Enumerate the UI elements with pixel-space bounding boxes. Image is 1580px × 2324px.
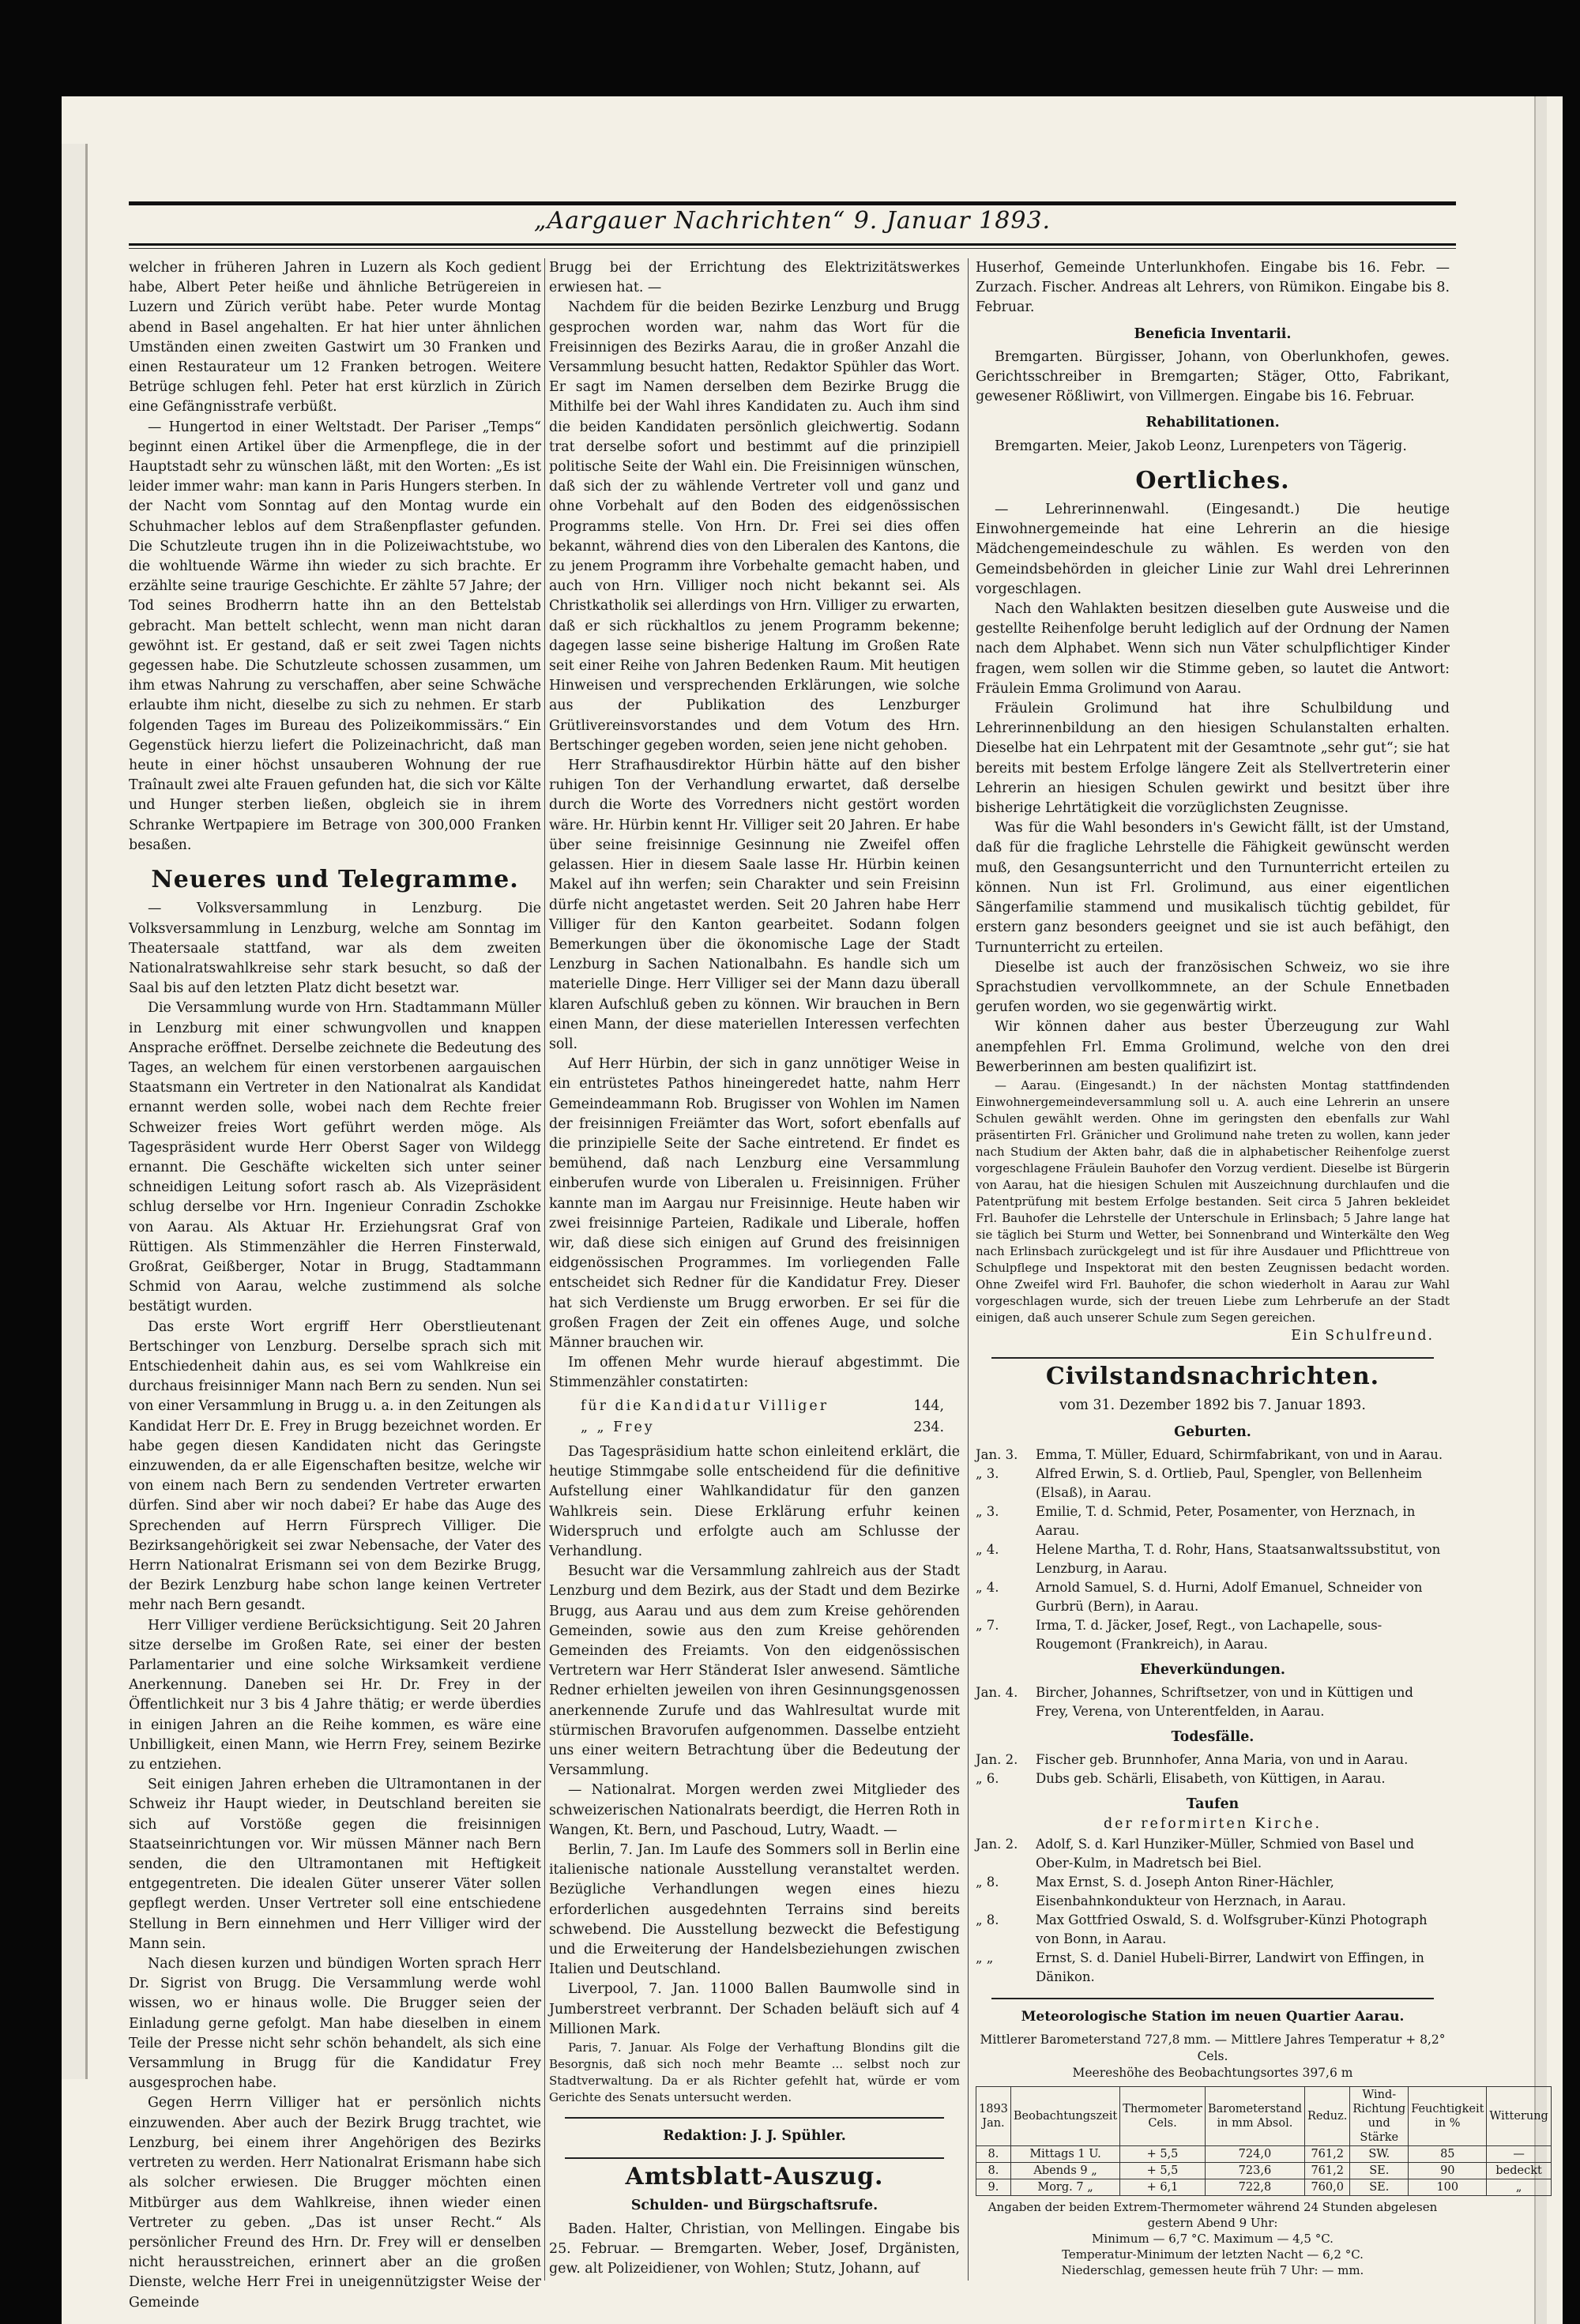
separator-rule (565, 2157, 944, 2159)
subsection-title: Beneficia Inventarii. (1134, 325, 1292, 342)
entry-text: Alfred Erwin, S. d. Ortlieb, Paul, Spengler, von Bellenheim (Elsaß), in Aarau. (1036, 1465, 1423, 1500)
entry-date: „ 6. (976, 1771, 999, 1787)
table-cell: 90 (1409, 2162, 1487, 2179)
subsection-title: Eheverkündungen. (1139, 1661, 1285, 1678)
entry-text: Bircher, Johannes, Schriftsetzer, von und in Küttigen und Frey, Verena, von Unterentfelden, in Aarau. (1036, 1684, 1413, 1719)
entry-date: Jan. 4. (976, 1684, 1018, 1700)
article-paragraph: Das erste Wort ergriff Herr Oberstlieutenant Bertschinger von Lenzburg. Derselbe sprach sich mit Entschiedenheit dahin aus, es sei vom Wahlkreise ein durchaus freisinniger Mann nach Bern zu senden. Nun sei von einer Versammlung in Brugg u. a. in den Zeitungen als Kandidat Herr Dr. E. Frey in Brugg bezeichnet worden. Er habe gegen diesen Kandidaten nicht das Geringste einzuwenden, da er alle Eigenschaften besitze, welche wir von einem nach Bern zu sendenden Vertreter erwarten dürfen. Sind aber wir noch dabei? Er habe das Auge des Sprechenden auf Herrn Fürsprech Villiger. Die Bezirksangehörigkeit sei zwar Nebensache, der Vater des Herrn Nationalrat Erismann sei von dem Bezirke Brugg, der Bezirk Lenzburg habe schon lange keinen Vertreter mehr nach Bern gesandt. (129, 1318, 541, 1614)
vote-count: 144, (913, 1397, 944, 1414)
column-header: Beobachtungszeit (1010, 2086, 1119, 2145)
table-cell: 761,2 (1305, 2162, 1350, 2179)
table-cell: 8. (976, 2145, 1011, 2162)
entry-text: Max Ernst, S. d. Joseph Anton Riner-Hächler, Eisenbahnkondukteur von Herznach, in Aarau. (1036, 1874, 1346, 1908)
article-paragraph: Die Versammlung wurde von Hrn. Stadtammann Müller in Lenzburg mit einer schwungvollen und knappen Ansprache eröffnet. Derselbe zeichnete die Bedeutung des Tages, an welchem für einen verstorbenen aargauischen Staatsmann ein Vertreter in den Nationalrat als Kandidat ernannt werden solle, wobei nach dem Rechte freier Schweizer freies Wort geführt werden möge. Als Tagespräsident wurde Herr Oberst Sager von Wildegg ernannt. Die Geschäfte wickelten sich unter seiner schneidigen Leitung sofort rasch ab. Als Vizepräsident schlug derselbe vor Hrn. Ingenieur Conradin Zschokke von Aarau. Als Aktuar Hr. Erziehungsrat Graf von Rüttigen. Als Stimmenzähler die Herren Finsterwald, Großrat, Geißberger, Notar in Brugg, Stadtammann Schmid von Aarau, welche zustimmend als solche bestätigt wurden. (129, 1000, 541, 1315)
section-title: Amtsblatt-Auszug. (625, 2163, 884, 2191)
table-cell: 724,0 (1205, 2145, 1304, 2162)
vote-label: „ „ Frey (581, 1419, 655, 1435)
article-paragraph: Besucht war die Versammlung zahlreich aus der Stadt Lenzburg und dem Bezirk, aus der Stadt und dem Bezirke Brugg, aus Aarau und aus dem zum Kreise gehörenden Gemeinden, sowie aus den zum Kreise gehörenden Gemeinden des Freiamts. Von den eidgenössischen Vertretern war Herr Ständerat Isler anwesend. Sämtliche Redner erhielten jeweilen von ihren Gesinnungsgenossen anerkennende Zurufe und das Wahlresultat wurde mit stürmischen Bravorufen aufgenommen. Dasselbe entzieht uns einer weitern Betrachtung über die Bedeutung der Versammlung. (549, 1563, 960, 1779)
article-paragraph: Seit einigen Jahren erheben die Ultramontanen in der Schweiz ihr Haupt wieder, in Deutschland bereiten sie sich auf Vorstöße gegen die freisinnigen Staatseinrichtungen vor. Wir müssen Männer nach Bern senden, die den Ultramontanen mit Heftigkeit entgegentreten. Die idealen Güter unserer Väter sollen gepflegt werden. Unser Vertreter soll eine entschiedene Stellung in Bern einnehmen und Herr Villiger wird der Mann sein. (129, 1777, 541, 1952)
article-paragraph: Herr Strafhausdirektor Hürbin hätte auf den bisher ruhigen Ton der Verhandlung erwartet, daß derselbe durch die Worte des Vorredners nicht gestört worden wäre. Hr. Hürbin kennt Hr. Villiger seit 20 Jahren. Er habe über seine freisinnige Gesinnung nie Zweifel offen gelassen. Hier in diesem Saale lasse Hr. Hürbin keinen Makel auf ihn werfen; sein Charakter und sein Freisinn dürfe nicht angetastet werden. Seit 20 Jahren habe Herr Villiger für den Kanton gearbeitet. Sodann folgen Bemerkungen über die ökonomische Lage der Stadt Lenzburg in Sachen Nationalbahn. Es handle sich um materielle Dinge. Herr Villiger sei der Mann dazu überall klaren Aufschluß geben zu können. Wir brauchen in Bern einen Mann, der diese materiellen Interessen verfechten soll. (549, 758, 960, 1052)
article-paragraph: Liverpool, 7. Jan. 11000 Ballen Baumwolle sind in Jumberstreet verbrannt. Der Schaden beläuft sich auf 4 Millionen Mark. (549, 1981, 960, 2037)
vote-result (549, 1416, 960, 1442)
column-header: Reduz. (1305, 2086, 1350, 2145)
meteo-note: Minimum — 6,7 °C. Maximum — 4,5 °C. (1092, 2231, 1334, 2246)
entry-date: „ 4. (976, 1579, 999, 1595)
list-item (976, 1769, 1450, 1788)
article-paragraph: — Lehrerinnenwahl. (Eingesandt.) Die heutige Einwohnergemeinde hat eine Lehrerin an die hiesige Mädchengemeindeschule zu wählen. Es werden von den Gemeindsbehörden in gleicher Linie zur Wahl drei Lehrerinnen vorgeschlagen. (976, 502, 1450, 597)
article-paragraph: Nachdem für die beiden Bezirke Lenzburg und Brugg gesprochen worden war, nahm das Wort für die Freisinnigen des Bezirks Aarau, die in großer Anzahl die Versammlung besucht hatten, Redaktor Spühler das Wort. Er sagt im Namen derselben dem Bezirke Brugg die Mithilfe bei der Wahl ihres Kandidaten zu. Auch ihm sind die beiden Kandidaten persönlich gleichwertig. Sodann trat derselbe sofort und bestimmt auf die prinzipiell politische Seite der Wahl ein. Die Freisinnigen wünschen, daß sich der zu wählende Vertreter voll und ganz und ohne Vorbehalt auf den Boden des eidgenössischen Programms stelle. Von Hrn. Dr. Frei sei dies offen bekannt, während dies von den Liberalen des Kantons, die zu jenem Programm ihre Vorbehalte gemacht haben, und auch von Hrn. Villiger noch nicht bekannt sei. Als Christkatholik sei allerdings von Hrn. Villiger zu erwarten, daß er sich rückhaltlos zu jenem Programm bekenne; dagegen lasse seine bisherige Haltung im Großen Rate seit einer Reihe von Jahren Bedenken Raum. Mit heutigen Hinweisen und versprechenden Erklärungen, wie solche aus der Publikation des Lenzburger Grütlivereinsvorstandes und dem Votum des Hrn. Bertschinger gegeben worden, seien jene nicht gehoben. (549, 299, 960, 754)
subsection-subtitle: der reformirten Kirche. (1103, 1816, 1322, 1833)
column-header: Witterung (1487, 2086, 1551, 2145)
article-paragraph: Huserhof, Gemeinde Unterlunkhofen. Eingabe bis 16. Febr. — Zurzach. Fischer. Andreas alt Lehrers, von Rümikon. Eingabe bis 8. Februar. (976, 260, 1450, 316)
article-paragraph: Berlin, 7. Jan. Im Laufe des Sommers soll in Berlin eine italienische nationale Ausstellung veranstaltet werden. Bezügliche Verhandlungen wegen eines hiezu erforderlichen ausgedehnten Terrains sind bereits schwebend. Die Ausstellung bezweckt die Befestigung und die Erweiterung der Handelsbeziehungen zwischen Italien und Deutschland. (549, 1842, 960, 1978)
list-item (976, 1911, 1450, 1949)
civil-period: vom 31. Dezember 1892 bis 7. Januar 1893. (1059, 1397, 1366, 1414)
page-header: „Aargauer Nachrichten“ 9. Januar 1893. (533, 207, 1051, 235)
subsection-title: Schulden- und Bürgschaftsrufe. (630, 2198, 878, 2214)
separator-rule (565, 2117, 944, 2119)
article-paragraph: Dieselbe ist auch der französischen Schweiz, wo sie ihre Sprachstudien vervollkommnete, an der Schule Ennetbaden gerufen worden, wo sie gegenwärtig wirkt. (976, 959, 1450, 1016)
table-cell: SE. (1350, 2179, 1409, 2195)
list-item (976, 1502, 1450, 1540)
table-cell: 85 (1409, 2145, 1487, 2162)
table-cell: + 5,5 (1120, 2145, 1206, 2162)
subsection-title: Rehabilitationen. (1146, 415, 1280, 431)
article-paragraph: Nach den Wahlakten besitzen dieselben gute Ausweise und die gestellte Reihenfolge beruht lediglich auf der Ordnung der Namen nach dem Alphabet. Wenn sich nun Väter schulpflichtiger Kinder fragen, wem sollen wir die Stimme geben, so lautet die Antwort: Fräulein Emma Grolimund von Aarau. (976, 601, 1450, 697)
column-header: Feuchtigkeit in % (1409, 2086, 1487, 2145)
article-paragraph: Baden. Halter, Christian, von Mellingen. Eingabe bis 25. Februar. — Bremgarten. Weber, Josef, Drgänisten, gew. alt Polizeidiener, von Wohlen; Stutz, Johann, auf (549, 2221, 960, 2277)
table-cell: 100 (1409, 2179, 1487, 2195)
vote-result (549, 1393, 960, 1416)
section-title: Oertliches. (1135, 466, 1290, 495)
signature: Ein Schulfreund. (1291, 1327, 1434, 1344)
entry-text: Helene Martha, T. d. Rohr, Hans, Staatsanwaltssubstitut, von Lenzburg, in Aarau. (1036, 1541, 1441, 1576)
table-cell: bedeckt (1487, 2162, 1551, 2179)
list-item (976, 1683, 1450, 1721)
article-paragraph: welcher in früheren Jahren in Luzern als Koch gedient habe, Albert Peter heiße und ähnliche Betrügereien in Luzern und Zürich verübt habe. Peter wurde Montag abend in Basel angehalten. Er hat hier unter ähnlichen Umständen einen zweiten Gastwirt um 30 Franken und einen Restaurateur um 12 Franken betrogen. Weitere Betrüge schlugen fehl. Peter hat erst kürzlich in Zürich eine Gefängnisstrafe verbüßt. (129, 260, 541, 416)
subsection-title: Todesfälle. (1171, 1728, 1255, 1745)
article-paragraph: Wir können daher aus bester Überzeugung zur Wahl anempfehlen Frl. Emma Grolimund, welche von den drei Bewerberinnen am besten qualifizirt ist. (976, 1019, 1450, 1075)
vote-count: 234. (913, 1419, 944, 1435)
article-paragraph: Gegen Herrn Villiger hat er persönlich nichts einzuwenden. Aber auch der Bezirk Brugg trachtet, wie Lenzburg, bei einem ihrer Angehörigen des Bezirks vertreten zu werden. Herr Nationalrat Erismann habe sich als solcher erwiesen. Die Brugger möchten einen Mitbürger aus dem Wahlkreise, ihnen wieder einen Vertreter zu geben. „Das ist unser Recht.“ Als persönlicher Freund des Hrn. Dr. Frey will er denselben nicht herausstreichen, erinnert aber an die großen Dienste, welche Herr Frei in uneigennützigster Weise der Gemeinde (129, 2095, 541, 2311)
column-3 (976, 258, 1548, 2278)
redaktion-line: Redaktion: J. J. Spühler. (663, 2128, 846, 2145)
section-title: Neueres und Telegramme. (151, 866, 519, 894)
list-item (976, 1835, 1450, 1873)
geburten-list (976, 1446, 1450, 1654)
subsection-title: Geburten. (1174, 1423, 1251, 1440)
article-paragraph: Fräulein Grolimund hat ihre Schulbildung und Lehrerinnenbildung an den hiesigen Schulanstalten erhalten. Dieselbe hat ein Lehrpatent mit der Gesamtnote „sehr gut“; sie hat bereits mit bestem Erfolge längere Zeit als Stellvertreterin einer Lehrerin an hiesigen Schulen gewirkt und besitzt über ihre bisherige Lehrtätigkeit die vorzüglichsten Zeugnisse. (976, 701, 1450, 817)
table-cell: „ (1487, 2179, 1551, 2195)
table-cell: Abends 9 „ (1010, 2162, 1119, 2179)
article-paragraph: Das Tagespräsidium hatte schon einleitend erklärt, die heutige Stimmgabe solle entscheidend für die definitive Aufstellung einer Wahlkandidatur für den ganzen Wahlkreis sein. Diese Erklärung erfuhr keinen Widerspruch und erfolgte auch am Schlusse der Verhandlung. (549, 1443, 960, 1559)
entry-date: „ „ (976, 1950, 994, 1965)
header-rule-top (129, 201, 1456, 205)
list-item (976, 1949, 1450, 1987)
meteo-note: Niederschlag, gemessen heute früh 7 Uhr: — mm. (1061, 2262, 1364, 2277)
article-paragraph: Im offenen Mehr wurde hierauf abgestimmt. Die Stimmenzähler constatirten: (549, 1355, 960, 1391)
list-item (976, 1446, 1450, 1465)
article-paragraph: Was für die Wahl besonders in's Gewicht fällt, ist der Umstand, daß für die fragliche Lehrstelle die Fähigkeit gewünscht werden muß, den Gesangsunterricht und den Turnunterricht erteilen zu können. Nun ist Frl. Grolimund, aus einer eigentlichen Sängerfamilie stammend und musikalisch tüchtig gebildet, für erstern ganz besonders geeignet und sie ist auch befähigt, den Turnunterricht zu erteilen. (976, 820, 1450, 956)
entry-text: Emma, T. Müller, Eduard, Schirmfabrikant, von und in Aarau. (1036, 1446, 1443, 1462)
entry-text: Adolf, S. d. Karl Hunziker-Müller, Schmied von Basel und Ober-Kulm, in Madretsch bei Biel. (1036, 1836, 1415, 1871)
meteo-line: Meereshöhe des Beobachtungsortes 397,6 m (1072, 2065, 1353, 2080)
entry-date: „ 3. (976, 1465, 999, 1481)
meteo-line: Mittlerer Barometerstand 727,8 mm. — Mittlere Jahres Temperatur + 8,2° Cels. (980, 2032, 1446, 2063)
list-item (976, 1616, 1450, 1654)
separator-rule (991, 1357, 1434, 1359)
table-row (976, 2162, 1552, 2179)
column-header: Barometerstand in mm Absol. (1205, 2086, 1304, 2145)
entry-date: „ 8. (976, 1874, 999, 1890)
meteo-title: Meteorologische Station im neuen Quartier Aarau. (1021, 2008, 1405, 2025)
column-header: Wind-Richtung und Stärke (1350, 2086, 1409, 2145)
list-item (976, 1540, 1450, 1578)
entry-text: Arnold Samuel, S. d. Hurni, Adolf Emanuel, Schneider von Gurbrü (Bern), in Aarau. (1036, 1579, 1423, 1614)
article-paragraph: Auf Herr Hürbin, der sich in ganz unnötiger Weise in ein entrüstetes Pathos hineingeredet hatte, nahm Herr Gemeindeammann Rob. Brugisser von Wohlen im Namen der freisinnigen Freiämter das Wort, sofort ebenfalls auf die prinzipielle Seite der Sache eintretend. Er findet es bemühend, daß nach Lenzburg eine Versammlung einberufen wurde von Liberalen u. Freisinnigen. Früher kannte man im Aargau nur Freisinnige. Heute haben wir zwei freisinnige Parteien, Radikale und Liberale, hoffen wir, daß diese sich einigen auf Grund des freisinnigen eidgenössischen Programmes. Im vorliegenden Falle entscheidet sich Redner für die Kandidatur Frey. Dieser hat sich Verdienste um Brugg erworben. Er sei für die großen Fragen der Zeit ein offenes Auge, und solche Männer brauchen wir. (549, 1056, 960, 1351)
entry-text: Dubs geb. Schärli, Elisabeth, von Küttigen, in Aarau. (1036, 1771, 1386, 1787)
entry-date: Jan. 2. (976, 1752, 1018, 1768)
meteo-note: Angaben der beiden Extrem-Thermometer während 24 Stunden abgelesen gestern Abend 9 Uhr: (988, 2199, 1438, 2230)
entry-text: Ernst, S. d. Daniel Hubeli-Birrer, Landwirt von Effingen, in Dänikon. (1036, 1950, 1424, 1984)
header-rule-thin (129, 248, 1456, 249)
entry-date: „ 7. (976, 1617, 999, 1633)
article-paragraph: Brugg bei der Errichtung des Elektrizitätswerkes erwiesen hat. — (549, 260, 960, 296)
column-divider-2 (968, 258, 969, 2281)
column-header: 1893 Jan. (976, 2086, 1011, 2145)
table-cell: + 5,5 (1120, 2162, 1206, 2179)
column-2 (549, 258, 960, 2279)
table-row (976, 2145, 1552, 2162)
article-paragraph: — Volksversammlung in Lenzburg. Die Volksversammlung in Lenzburg, welche am Sonntag im Theatersaale stattfand, war als dem zweiten Nationalratswahlkreise sehr stark besucht, so daß der Saal bis auf den letzten Platz dicht besetzt war. (129, 901, 541, 997)
list-item (976, 1465, 1450, 1502)
article-paragraph: Bremgarten. Meier, Jakob Leonz, Lurenpeters von Tägerig. (995, 438, 1407, 454)
column-header: Thermometer Cels. (1120, 2086, 1206, 2145)
entry-text: Max Gottfried Oswald, S. d. Wolfsgruber-Künzi Photograph von Bonn, in Aarau. (1036, 1912, 1428, 1946)
scan-margin-left (62, 144, 88, 2079)
entry-date: „ 8. (976, 1912, 999, 1927)
entry-date: „ 3. (976, 1503, 999, 1519)
table-cell: 8. (976, 2162, 1011, 2179)
section-title: Civilstandsnachrichten. (1045, 1363, 1380, 1391)
entry-date: Jan. 2. (976, 1836, 1018, 1852)
meteo-note: Temperatur-Minimum der letzten Nacht — 6,2 °C. (1062, 2247, 1364, 2262)
vote-label: für die Kandidatur Villiger (581, 1397, 830, 1414)
article-paragraph: Paris, 7. Januar. Als Folge der Verhaftung Blondins gilt die Besorgnis, daß sich noch mehr Beamte ... selbst noch zur Stadtverwaltung. Da er als Richter gefehlt hat, würde er vom Gerichte des Senats untersucht werden. (549, 2040, 960, 2105)
list-item (976, 1578, 1450, 1616)
header-rule-bottom (129, 243, 1456, 246)
entry-date: „ 4. (976, 1541, 999, 1557)
table-cell: 723,6 (1205, 2162, 1304, 2179)
table-cell: — (1487, 2145, 1551, 2162)
list-item (976, 1751, 1450, 1769)
article-paragraph: — Hungertod in einer Weltstadt. Der Pariser „Temps“ beginnt einen Artikel über die Armenpflege, die in der Hauptstadt sehr zu wünschen läßt, mit den Worten: „Es ist leider immer wahr: man kann in Paris Hungers sterben. In der Nacht vom Sonntag auf den Montag wurde ein Schuhmacher leblos auf dem Straßenpflaster gefunden. Die Schutzleute trugen ihn in die Polizeiwachtstube, wo die wohltuende Wärme ihn wieder zu sich brachte. Er erzählte seine traurige Geschichte. Er zählte 57 Jahre; der Tod seines Brodherrn hatte ihn an den Bettelstab gebracht. Man bettelt schlecht, wenn man nicht daran gewöhnt ist. Er gestand, daß er seit zwei Tagen nichts gegessen habe. Die Schutzleute schossen zusammen, um ihm etwas Nahrung zu verschaffen, aber seine Schwäche erlaubte ihm nicht, dieselbe zu sich zu nehmen. Er starb folgenden Tages im Bureau des Polizeikommissärs.“ Ein Gegenstück hierzu liefert die Polizeinachricht, daß man heute in einer höchst unsauberen Wohnung der rue Traînault zwei alte Frauen gefunden hat, die sich vor Kälte und Hunger sterben ließen, obgleich sie in ihrem Schranke Wertpapiere im Betrage von 300,000 Franken besaßen. (129, 419, 541, 853)
list-item (976, 1873, 1450, 1911)
article-paragraph: Bremgarten. Bürgisser, Johann, von Oberlunkhofen, gewes. Gerichtsschreiber in Bremgarten; Stäger, Otto, Fabrikant, gewesener Rößliwirt, von Villmergen. Eingabe bis 16. Februar. (976, 348, 1450, 405)
newspaper-page (62, 96, 1563, 2324)
table-cell: 9. (976, 2179, 1011, 2195)
weather-table (976, 2086, 1552, 2196)
entry-text: Fischer geb. Brunnhofer, Anna Maria, von und in Aarau. (1036, 1752, 1409, 1768)
column-divider-1 (544, 258, 545, 2281)
table-header-row (976, 2086, 1552, 2145)
table-row (976, 2179, 1552, 2195)
article-paragraph: Herr Villiger verdiene Berücksichtigung. Seit 20 Jahren sitze derselbe im Großen Rate, sei einer der besten Parlamentarier und eine solche Wirksamkeit verdiene Anerkennung. Daneben sei Hr. Dr. Frey in der Öffentlichkeit nur 3 bis 4 Jahre thätig; er werde überdies in einigen Jahren an die Reihe kommen, es wäre eine Unbilligkeit, einen Mann, wie Herrn Frey, seinem Bezirke zu entziehen. (129, 1617, 541, 1773)
table-cell: Morg. 7 „ (1010, 2179, 1119, 2195)
scan-margin-right (1534, 96, 1547, 2324)
article-paragraph: Nach diesen kurzen und bündigen Worten sprach Herr Dr. Sigrist von Brugg. Die Versammlung werde wohl wissen, wo er hinaus wolle. Die Brugger seien der Einladung gerne gefolgt. Man habe dieselben in einem Teile der Presse nicht sehr schön behandelt, als sich eine Versammlung in Brugg für die Kandidatur Frey ausgesprochen habe. (129, 1956, 541, 2092)
separator-rule (991, 1998, 1434, 1999)
table-cell: SW. (1350, 2145, 1409, 2162)
table-cell: + 6,1 (1120, 2179, 1206, 2195)
table-cell: 760,0 (1305, 2179, 1350, 2195)
table-cell: Mittags 1 U. (1010, 2145, 1119, 2162)
article-paragraph: — Nationalrat. Morgen werden zwei Mitglieder des schweizerischen Nationalrats beerdigt, die Herren Roth in Wangen, Kt. Bern, und Paschoud, Lutry, Waadt. — (549, 1782, 960, 1838)
entry-date: Jan. 3. (976, 1446, 1018, 1462)
table-cell: 722,8 (1205, 2179, 1304, 2195)
table-cell: SE. (1350, 2162, 1409, 2179)
subsection-title: Taufen (1186, 1796, 1240, 1813)
column-1 (129, 258, 541, 2313)
entry-text: Emilie, T. d. Schmid, Peter, Posamenter, von Herznach, in Aarau. (1036, 1503, 1416, 1538)
article-paragraph: — Aarau. (Eingesandt.) In der nächsten Montag stattfindenden Einwohnergemeindeversammlung soll u. A. auch eine Lehrerin an unsere Schulen gewählt werden. Ohne im geringsten den ebenfalls zur Wahl präsentirten Frl. Gränicher und Grolimund nahe treten zu wollen, kann jeder nach Studium der Akten bahr, daß die in alphabetischer Reihenfolge zuerst vorgeschlagene Fräulein Bauhofer den Vorzug verdient. Dieselbe ist Bürgerin von Aarau, hat die hiesigen Schulen mit Auszeichnung durchlaufen und die Patentprüfung mit bestem Erfolge bestanden. Seit circa 5 Jahren bekleidet Frl. Bauhofer die Lehrstelle der Unterschule in Erlinsbach; 5 Jahre lange hat sie täglich bei Sturm und Wetter, bei Sonnenbrand und Winterkälte den Weg nach Erlinsbach zurückgelegt und ist für ihre Ausdauer und Pflichttreue von Schulpflege und Inspektorat mit den besten Zeugnissen bedacht worden. Ohne Zweifel wird Frl. Bauhofer, die schon wiederholt in Aarau zur Wahl vorgeschlagen wurde, sich der treuen Liebe zum Lehrberufe an der Stadt einigen, daß auch unserer Schule zum Segen gereichen. (976, 1077, 1450, 1325)
table-cell: 761,2 (1305, 2145, 1350, 2162)
entry-text: Irma, T. d. Jäcker, Josef, Regt., von Lachapelle, sous-Rougemont (Frankreich), in Aarau. (1036, 1617, 1382, 1652)
